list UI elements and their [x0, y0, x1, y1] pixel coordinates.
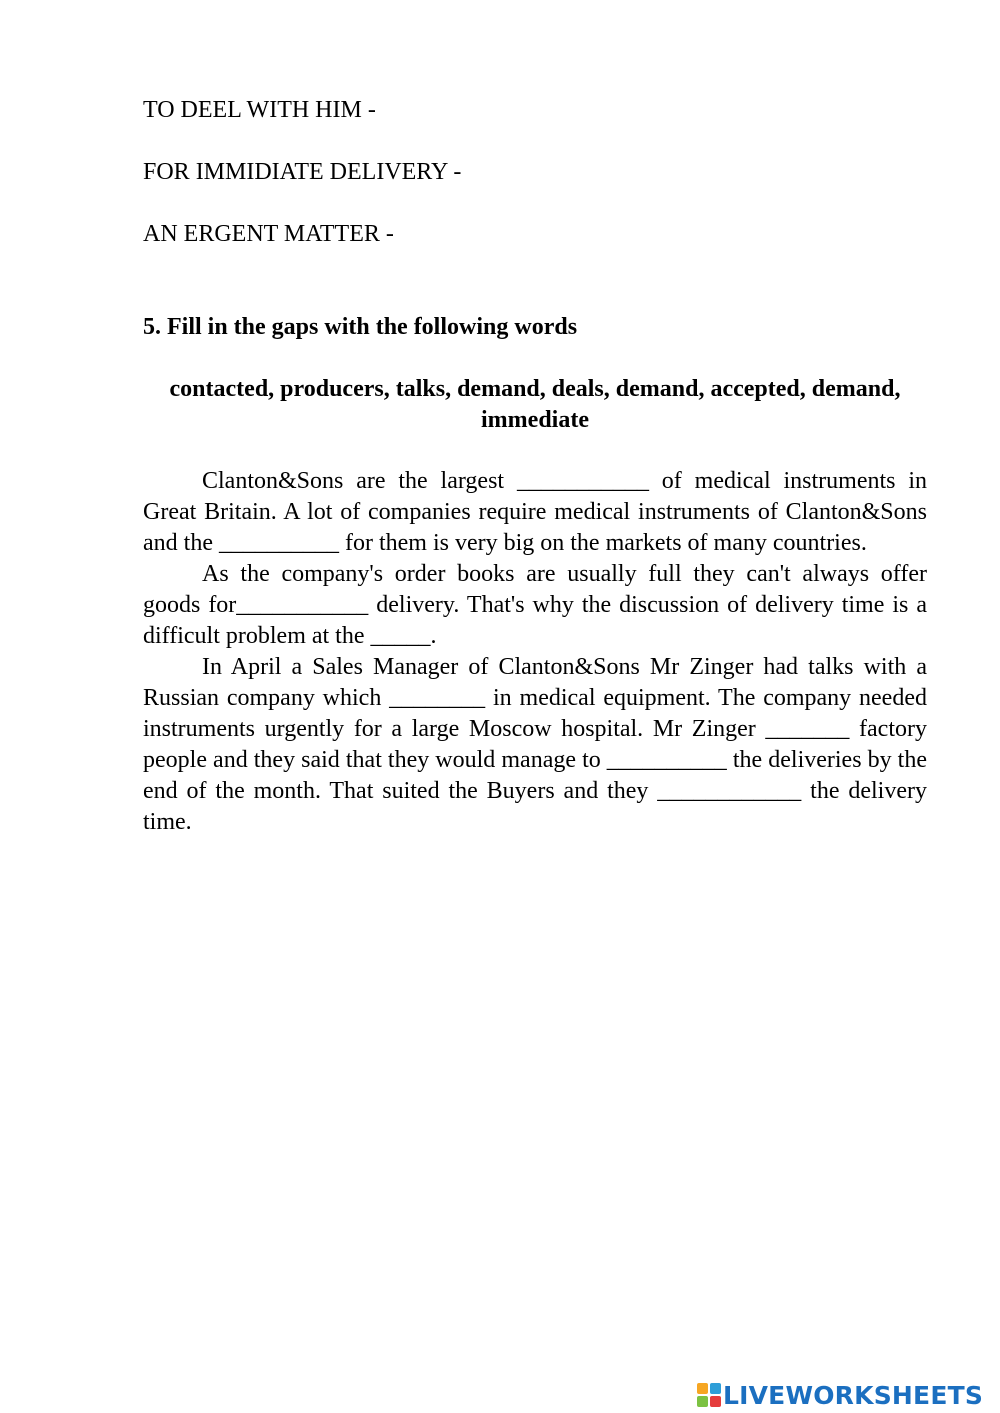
passage-paragraph: As the company's order books are usually full they can't always offer goods for___________ delivery. That's why the discussion of delivery time is a difficult problem at the _____.	[143, 561, 927, 649]
word-bank: contacted, producers, talks, demand, deals, demand, accepted, demand, immediate	[169, 376, 901, 433]
passage	[143, 466, 927, 838]
liveworksheets-logo	[697, 1378, 983, 1412]
liveworksheets-logo-icon	[697, 1383, 721, 1407]
exercise-heading: 5. Fill in the gaps with the following words	[143, 314, 578, 340]
passage-paragraph: In April a Sales Manager of Clanton&Sons Mr Zinger had talks with a Russian company which ________ in medical equipment. The company needed instruments urgently for a large Moscow hospital. Mr Zinger _______ factory people and they said that they would manage to __________ the deliveries by the end of the month. That suited the Buyers and they ____________ the delivery time.	[143, 654, 927, 835]
phrase-item: AN ERGENT MATTER -	[143, 221, 394, 247]
logo-text: LIVEWORKSHEETS	[723, 1380, 984, 1410]
phrase-item: TO DEEL WITH HIM -	[143, 97, 376, 123]
phrase-item: FOR IMMIDIATE DELIVERY -	[143, 159, 462, 185]
passage-paragraph: Clanton&Sons are the largest ___________ of medical instruments in Great Britain. A lot of companies require medical instruments of Clanton&Sons and the __________ for them is very big on the markets of many countries.	[143, 468, 927, 556]
